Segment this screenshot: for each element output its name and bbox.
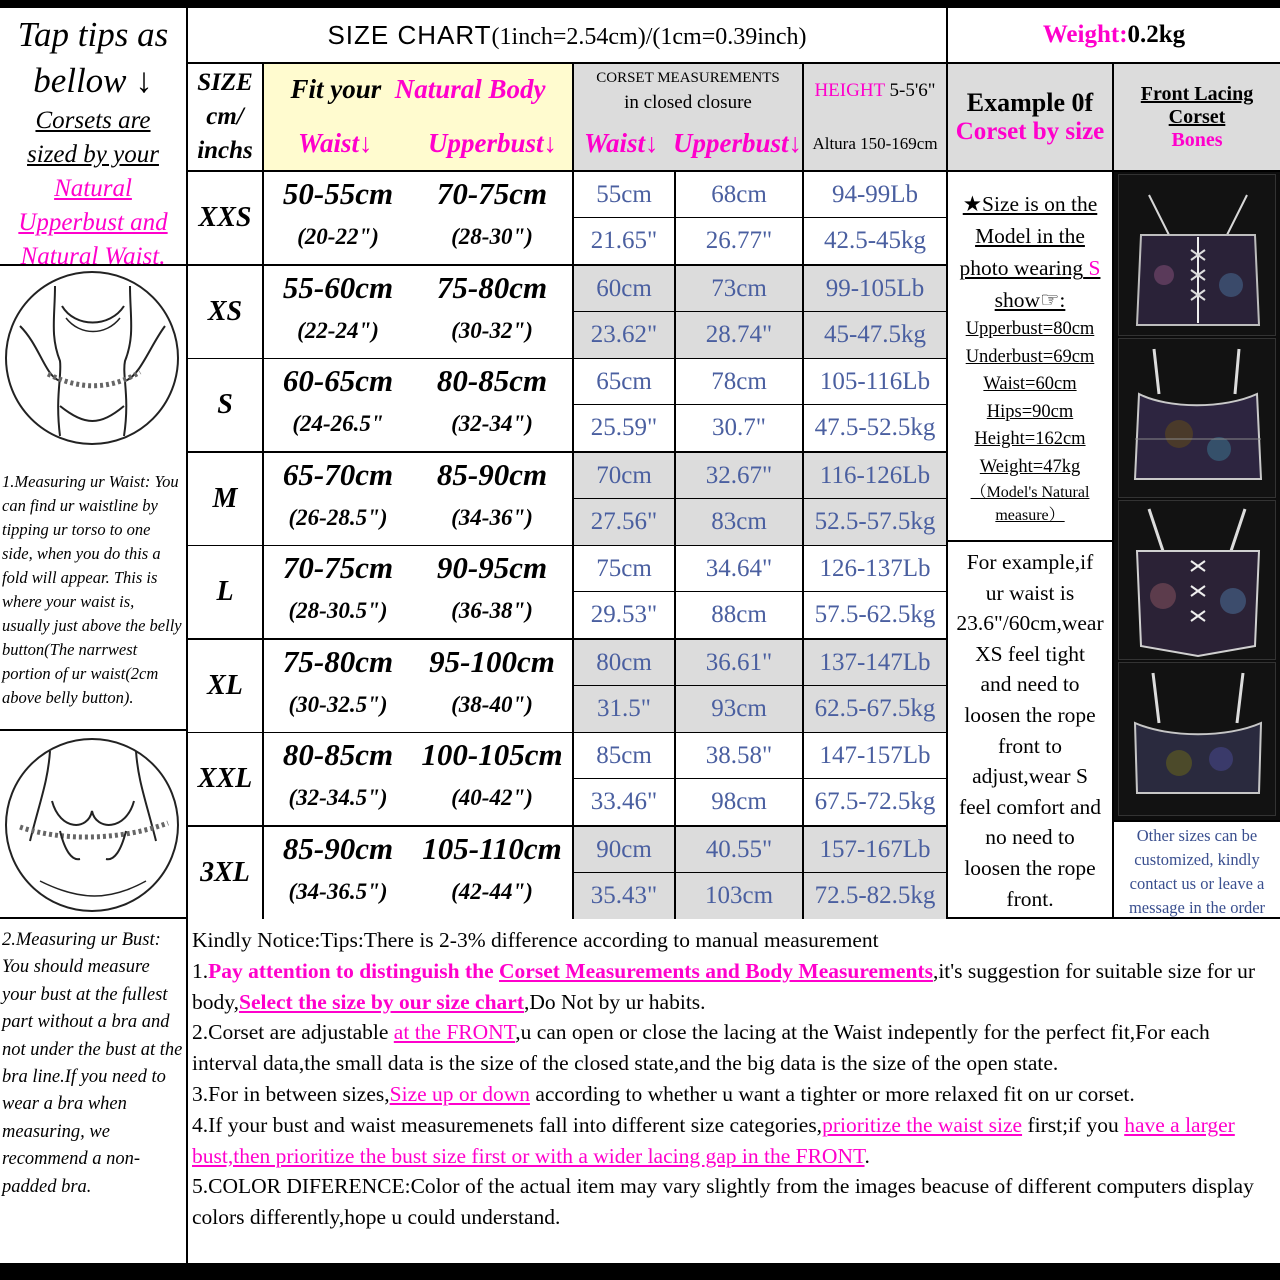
corset-measurements-header xyxy=(574,64,802,170)
corset-waist-value-2: 21.65" xyxy=(590,227,658,254)
corset-upperbust-cell-top xyxy=(676,733,802,778)
size-cell xyxy=(188,827,262,919)
corset-waist-cell-bottom xyxy=(574,779,674,825)
corset-upperbust-value-1: 40.55" xyxy=(705,835,773,863)
corset-waist-cell-bottom xyxy=(574,592,674,638)
corset-upperbust-value-1: 73cm xyxy=(711,274,767,302)
corset-upperbust-value-2: 30.7" xyxy=(712,414,766,441)
sized-line3: Natural xyxy=(54,175,132,202)
height-weight-value-2: 57.5-62.5kg xyxy=(814,601,936,628)
fit-waist-inch: (26-28.5") xyxy=(288,505,388,530)
front-lacing-l3: Bones xyxy=(1171,128,1223,151)
model-line2: Model in the xyxy=(975,224,1085,248)
size-label: XXS xyxy=(198,202,252,233)
size-cell xyxy=(188,733,262,825)
fit-upperbust-header: Upperbust↓ xyxy=(428,128,558,158)
fit-waist-inch: (24-26.5" xyxy=(292,411,384,436)
example-line: feel comfort and xyxy=(958,794,1102,819)
custom-line: contact us or leave a xyxy=(1129,874,1265,893)
example-line: 23.6"/60cm,wear xyxy=(956,611,1104,636)
height-weight-value-2: 42.5-45kg xyxy=(823,227,927,254)
fit-upperbust-cm: 75-80cm xyxy=(436,270,548,305)
corset-upperbust-cell-bottom xyxy=(676,592,802,638)
corset-upperbust-cell-top xyxy=(676,266,802,311)
corset-upperbust-value-2: 98cm xyxy=(711,788,767,815)
size-cell xyxy=(188,266,262,358)
weight-cell xyxy=(948,8,1280,62)
model-underbust: Underbust=69cm xyxy=(965,346,1095,367)
natural-body-label: Natural Body xyxy=(394,74,546,104)
corset-photo-3 xyxy=(1118,500,1276,660)
model-info-cell xyxy=(948,172,1112,540)
height-weight-cell-bottom xyxy=(804,499,946,545)
size-label: S xyxy=(217,389,233,420)
corset-waist-value-1: 65cm xyxy=(596,367,652,395)
corset-waist-value-1: 75cm xyxy=(596,554,652,582)
size-cell xyxy=(188,640,262,732)
sized-line1: Corsets are xyxy=(35,107,151,134)
fit-waist-inch: (30-32.5") xyxy=(288,692,388,717)
corset-upperbust-cell-bottom xyxy=(676,218,802,264)
size-chart-title-cell xyxy=(188,8,946,62)
corset-photo-2 xyxy=(1118,338,1276,498)
waist-measure-panel xyxy=(0,266,186,729)
height-weight-cell-bottom xyxy=(804,218,946,264)
height-weight-cell-top xyxy=(804,546,946,591)
corset-waist-cell-bottom xyxy=(574,405,674,451)
example-line: adjust,wear S xyxy=(972,764,1088,789)
custom-line: Other sizes can be xyxy=(1136,826,1258,845)
model-size: S xyxy=(1088,256,1101,280)
example-text-cell xyxy=(948,542,1112,917)
model-natural-l2: measure） xyxy=(995,507,1065,524)
custom-sizes-text xyxy=(1114,822,1280,917)
size-cell xyxy=(188,453,262,545)
corset-upperbust-cell-top xyxy=(676,172,802,217)
model-weight: Weight=47kg xyxy=(979,456,1081,477)
size-chart-title: SIZE CHART xyxy=(327,19,492,50)
corset-upperbust-value-2: 88cm xyxy=(711,601,767,628)
fit-upperbust-cm: 100-105cm xyxy=(421,737,563,772)
fit-upperbust-cm: 70-75cm xyxy=(436,176,548,211)
corset-waist-cell-top xyxy=(574,359,674,404)
example-text xyxy=(948,542,1112,914)
size-header-l3: inchs xyxy=(197,137,253,164)
corset-waist-cell-top xyxy=(574,827,674,872)
corset-upperbust-cell-bottom xyxy=(676,405,802,451)
corset-header-l1: CORSET MEASUREMENTS xyxy=(596,70,780,86)
altura-label: Altura 150-169cm xyxy=(812,134,938,153)
size-column-header xyxy=(188,64,262,170)
example-line: and need to xyxy=(980,672,1080,697)
corset-upperbust-header: Upperbust↓ xyxy=(673,128,802,158)
height-weight-value-1: 99-105Lb xyxy=(825,274,925,302)
corset-upperbust-cell-top xyxy=(676,359,802,404)
corset-waist-value-1: 55cm xyxy=(596,180,652,208)
corset-upperbust-value-1: 36.61" xyxy=(705,648,773,676)
fit-upperbust-inch: (30-32") xyxy=(451,318,533,343)
fit-your-label: Fit your xyxy=(290,74,382,104)
size-cell xyxy=(188,172,262,264)
height-weight-cell-bottom xyxy=(804,873,946,919)
height-weight-value-1: 116-126Lb xyxy=(819,461,931,489)
front-lacing-l1: Front Lacing xyxy=(1140,82,1254,105)
fit-waist-inch: (28-30.5") xyxy=(288,598,388,623)
height-weight-cell-bottom xyxy=(804,312,946,358)
size-label: XS xyxy=(207,296,243,327)
model-line3: photo wearing xyxy=(959,256,1084,280)
size-cell xyxy=(188,359,262,451)
corset-waist-value-2: 35.43" xyxy=(590,882,658,909)
notice-item-1: 1.Pay attention to distinguish the Corset Measurements and Body Measurements,it's suggestion for suitable size for ur body,Select the size by our size chart,Do Not by ur habits. xyxy=(192,958,1256,1014)
corset-upperbust-value-2: 26.77" xyxy=(705,227,773,254)
fit-body-cell xyxy=(264,546,572,638)
bust-tip-panel xyxy=(0,919,186,1263)
fit-waist-cm: 55-60cm xyxy=(282,270,394,305)
bust-measuring-illustration xyxy=(0,731,186,917)
example-line: no need to xyxy=(985,825,1075,850)
corset-waist-cell-bottom xyxy=(574,686,674,732)
size-label: M xyxy=(212,483,238,514)
fit-upperbust-inch: (38-40") xyxy=(451,692,533,717)
model-upperbust: Upperbust=80cm xyxy=(965,319,1095,339)
height-weight-cell-bottom xyxy=(804,686,946,732)
corset-waist-value-2: 33.46" xyxy=(590,788,658,815)
weight-value: 0.2kg xyxy=(1127,21,1186,48)
example-by-size-header xyxy=(948,64,1112,170)
corset-upperbust-cell-top xyxy=(676,640,802,685)
height-weight-cell-top xyxy=(804,827,946,872)
fit-upperbust-inch: (34-36") xyxy=(451,505,533,530)
fit-waist-cm: 65-70cm xyxy=(282,457,394,492)
fit-body-cell xyxy=(264,359,572,451)
weight-label: Weight: xyxy=(1042,21,1128,48)
size-label: XXL xyxy=(197,763,253,794)
custom-line: message in the order xyxy=(1128,898,1266,917)
sized-line2: sized by your xyxy=(27,141,159,168)
bust-measure-illustration-panel xyxy=(0,731,186,917)
model-line4: show☞: xyxy=(994,288,1066,312)
waist-measuring-illustration xyxy=(0,266,186,466)
height-weight-value-1: 157-167Lb xyxy=(819,835,931,863)
fit-upperbust-cm: 90-95cm xyxy=(436,550,548,585)
notice-item-3: 3.For in between sizes,Size up or down according to whether u want a tighter or more relaxed fit on ur corset. xyxy=(192,1081,1135,1106)
height-weight-value-1: 94-99Lb xyxy=(831,180,919,208)
height-weight-cell-top xyxy=(804,172,946,217)
height-weight-value-2: 52.5-57.5kg xyxy=(814,508,936,535)
fit-upperbust-inch: (42-44") xyxy=(451,879,533,904)
corset-upperbust-cell-bottom xyxy=(676,873,802,919)
notice-intro: Kindly Notice:Tips:There is 2-3% difference according to manual measurement xyxy=(192,928,879,952)
height-weight-cell-top xyxy=(804,453,946,498)
size-header-l2: cm/ xyxy=(206,103,244,130)
corset-upperbust-cell-top xyxy=(676,827,802,872)
fit-upperbust-cm: 95-100cm xyxy=(429,644,555,679)
fit-upperbust-inch: (40-42") xyxy=(451,785,533,810)
model-hips: Hips=90cm xyxy=(986,401,1074,422)
notice-item-5: 5.COLOR DIFERENCE:Color of the actual item may vary slightly from the images beacuse of different computers display colors differently,hope u could understand. xyxy=(192,1174,1254,1230)
size-label: 3XL xyxy=(200,857,250,888)
height-weight-value-2: 67.5-72.5kg xyxy=(814,788,936,815)
corset-waist-cell-bottom xyxy=(574,499,674,545)
fit-waist-inch: (34-36.5") xyxy=(288,879,388,904)
fit-waist-cm: 85-90cm xyxy=(282,831,394,866)
model-height: Height=162cm xyxy=(974,429,1086,449)
height-weight-value-2: 45-47.5kg xyxy=(823,321,927,348)
example-line: front to xyxy=(998,733,1062,758)
corset-upperbust-cell-bottom xyxy=(676,779,802,825)
corset-waist-cell-bottom xyxy=(574,312,674,358)
notice-item-4: 4.If your bust and waist measuremenets fall into different size categories,prioritize the waist size first;if you have a larger bust,then prioritize the bust size first or with a wider lacing gap in the FRONT. xyxy=(192,1112,1235,1168)
height-weight-value-1: 137-147Lb xyxy=(819,648,931,676)
fit-upperbust-cm: 80-85cm xyxy=(436,363,548,398)
fit-body-header xyxy=(264,64,572,170)
height-range: 5-5'6" xyxy=(889,80,936,101)
fit-waist-cm: 50-55cm xyxy=(282,176,394,211)
height-weight-value-1: 147-157Lb xyxy=(819,741,931,769)
height-weight-value-2: 47.5-52.5kg xyxy=(814,414,936,441)
model-waist: Waist=60cm xyxy=(983,374,1077,394)
corset-waist-value-2: 31.5" xyxy=(597,695,651,722)
fit-waist-cm: 80-85cm xyxy=(282,737,394,772)
fit-waist-cm: 75-80cm xyxy=(282,644,394,679)
fit-waist-header: Waist↓ xyxy=(298,128,373,158)
height-weight-value-2: 62.5-67.5kg xyxy=(814,695,936,722)
model-line1: ★Size is on the xyxy=(962,192,1098,216)
corset-waist-header: Waist↓ xyxy=(584,128,659,158)
tap-tips-panel xyxy=(0,8,186,264)
size-label: XL xyxy=(207,670,243,701)
corset-waist-cell-top xyxy=(574,266,674,311)
corset-waist-value-1: 70cm xyxy=(596,461,652,489)
corset-waist-cell-top xyxy=(574,172,674,217)
fit-body-cell xyxy=(264,266,572,358)
corset-waist-cell-top xyxy=(574,546,674,591)
height-header xyxy=(804,64,946,170)
corset-waist-cell-top xyxy=(574,453,674,498)
front-lacing-l2: Corset xyxy=(1168,105,1226,128)
fit-body-cell xyxy=(264,640,572,732)
corset-photo-4 xyxy=(1118,662,1276,816)
example-line: For example,if xyxy=(966,550,1094,574)
example-line: loosen the rope xyxy=(964,855,1096,880)
fit-waist-inch: (32-34.5") xyxy=(288,785,388,810)
corset-waist-value-1: 80cm xyxy=(596,648,652,676)
corset-upperbust-value-1: 68cm xyxy=(711,180,767,208)
tap-tips-line1: Tap tips as xyxy=(17,15,169,54)
custom-line: customized, kindly xyxy=(1134,850,1260,869)
corset-upperbust-cell-bottom xyxy=(676,312,802,358)
tap-tips-line2: bellow ↓ xyxy=(33,61,153,100)
height-weight-cell-top xyxy=(804,733,946,778)
corset-photo-1 xyxy=(1118,174,1276,336)
height-weight-value-1: 105-116Lb xyxy=(819,367,931,395)
fit-body-cell xyxy=(264,733,572,825)
example-line: XS feel tight xyxy=(975,641,1085,666)
size-label: L xyxy=(216,576,234,607)
example-header-l1: Example 0f xyxy=(966,88,1094,117)
unit-conversion: (1inch=2.54cm)/(1cm=0.39inch) xyxy=(491,23,807,50)
corset-upperbust-value-1: 32.67" xyxy=(705,461,773,489)
corset-upperbust-value-1: 38.58" xyxy=(705,741,773,769)
height-weight-cell-top xyxy=(804,266,946,311)
corset-upperbust-value-2: 83cm xyxy=(711,508,767,535)
bust-tip-text: 2.Measuring ur Bust: You should measure your bust at the fullest part without a bra and not under the bust at the bra line.If you need to wear a bra when measuring, we recommend a non-padded bra. xyxy=(2,930,183,1197)
height-weight-cell-bottom xyxy=(804,405,946,451)
fit-body-cell xyxy=(264,172,572,264)
fit-upperbust-inch: (36-38") xyxy=(451,598,533,623)
corset-upperbust-cell-top xyxy=(676,546,802,591)
example-line: loosen the rope xyxy=(964,702,1096,727)
corset-waist-cell-top xyxy=(574,733,674,778)
height-weight-cell-bottom xyxy=(804,592,946,638)
example-line: front. xyxy=(1006,886,1054,911)
height-weight-cell-bottom xyxy=(804,779,946,825)
notice-panel xyxy=(188,919,1280,1263)
height-label: HEIGHT xyxy=(814,80,885,101)
fit-upperbust-inch: (32-34") xyxy=(451,411,533,436)
corset-header-l2: in closed closure xyxy=(624,92,752,113)
front-lacing-header xyxy=(1114,64,1280,170)
corset-waist-value-2: 23.62" xyxy=(590,321,658,348)
corset-photo-column xyxy=(1114,172,1280,820)
fit-waist-inch: (22-24") xyxy=(297,318,379,343)
corset-waist-cell-top xyxy=(574,640,674,685)
fit-upperbust-inch: (28-30") xyxy=(451,224,533,249)
corset-upperbust-value-2: 28.74" xyxy=(705,321,773,348)
corset-waist-value-2: 25.59" xyxy=(590,414,658,441)
notice-item-2: 2.Corset are adjustable at the FRONT,u can open or close the lacing at the Waist indepently for the perfect fit,For each interval data,the small data is the size of the closed state,and the big data is the size of the open state. xyxy=(192,1020,1210,1076)
size-header-l1: SIZE xyxy=(197,69,253,96)
corset-waist-cell-bottom xyxy=(574,218,674,264)
example-line: ur waist is xyxy=(985,580,1075,605)
model-natural-l1: （Model's Natural xyxy=(970,484,1090,501)
sized-line5: Natural Waist. xyxy=(20,243,166,264)
height-weight-value-2: 72.5-82.5kg xyxy=(814,882,936,909)
sized-line4: Upperbust and xyxy=(18,209,168,236)
size-cell xyxy=(188,546,262,638)
example-header-l2: Corset by size xyxy=(955,118,1105,145)
corset-upperbust-value-2: 93cm xyxy=(711,695,767,722)
corset-upperbust-cell-top xyxy=(676,453,802,498)
corset-waist-cell-bottom xyxy=(574,873,674,919)
corset-waist-value-1: 85cm xyxy=(596,741,652,769)
corset-waist-value-2: 29.53" xyxy=(590,601,658,628)
corset-upperbust-value-1: 34.64" xyxy=(705,554,773,582)
fit-body-cell xyxy=(264,827,572,919)
custom-sizes-cell xyxy=(1114,822,1280,917)
fit-waist-cm: 70-75cm xyxy=(282,550,394,585)
waist-tip-text: 1.Measuring ur Waist: You can find ur waistline by tipping ur torso to one side, when you do this a fold will appear. This is where your waist is, usually just above the belly button(The narrwest portion of ur waist(2cm above belly button). xyxy=(2,472,182,707)
fit-body-cell xyxy=(264,453,572,545)
fit-waist-inch: (20-22") xyxy=(297,224,379,249)
corset-upperbust-value-2: 103cm xyxy=(704,882,774,909)
corset-waist-value-1: 90cm xyxy=(596,835,652,863)
height-weight-cell-top xyxy=(804,640,946,685)
corset-waist-value-2: 27.56" xyxy=(590,508,658,535)
height-weight-value-1: 126-137Lb xyxy=(819,554,931,582)
corset-upperbust-value-1: 78cm xyxy=(711,367,767,395)
corset-upperbust-cell-bottom xyxy=(676,499,802,545)
fit-upperbust-cm: 85-90cm xyxy=(436,457,548,492)
fit-upperbust-cm: 105-110cm xyxy=(422,831,562,866)
corset-upperbust-cell-bottom xyxy=(676,686,802,732)
corset-waist-value-1: 60cm xyxy=(596,274,652,302)
fit-waist-cm: 60-65cm xyxy=(282,363,394,398)
height-weight-cell-top xyxy=(804,359,946,404)
